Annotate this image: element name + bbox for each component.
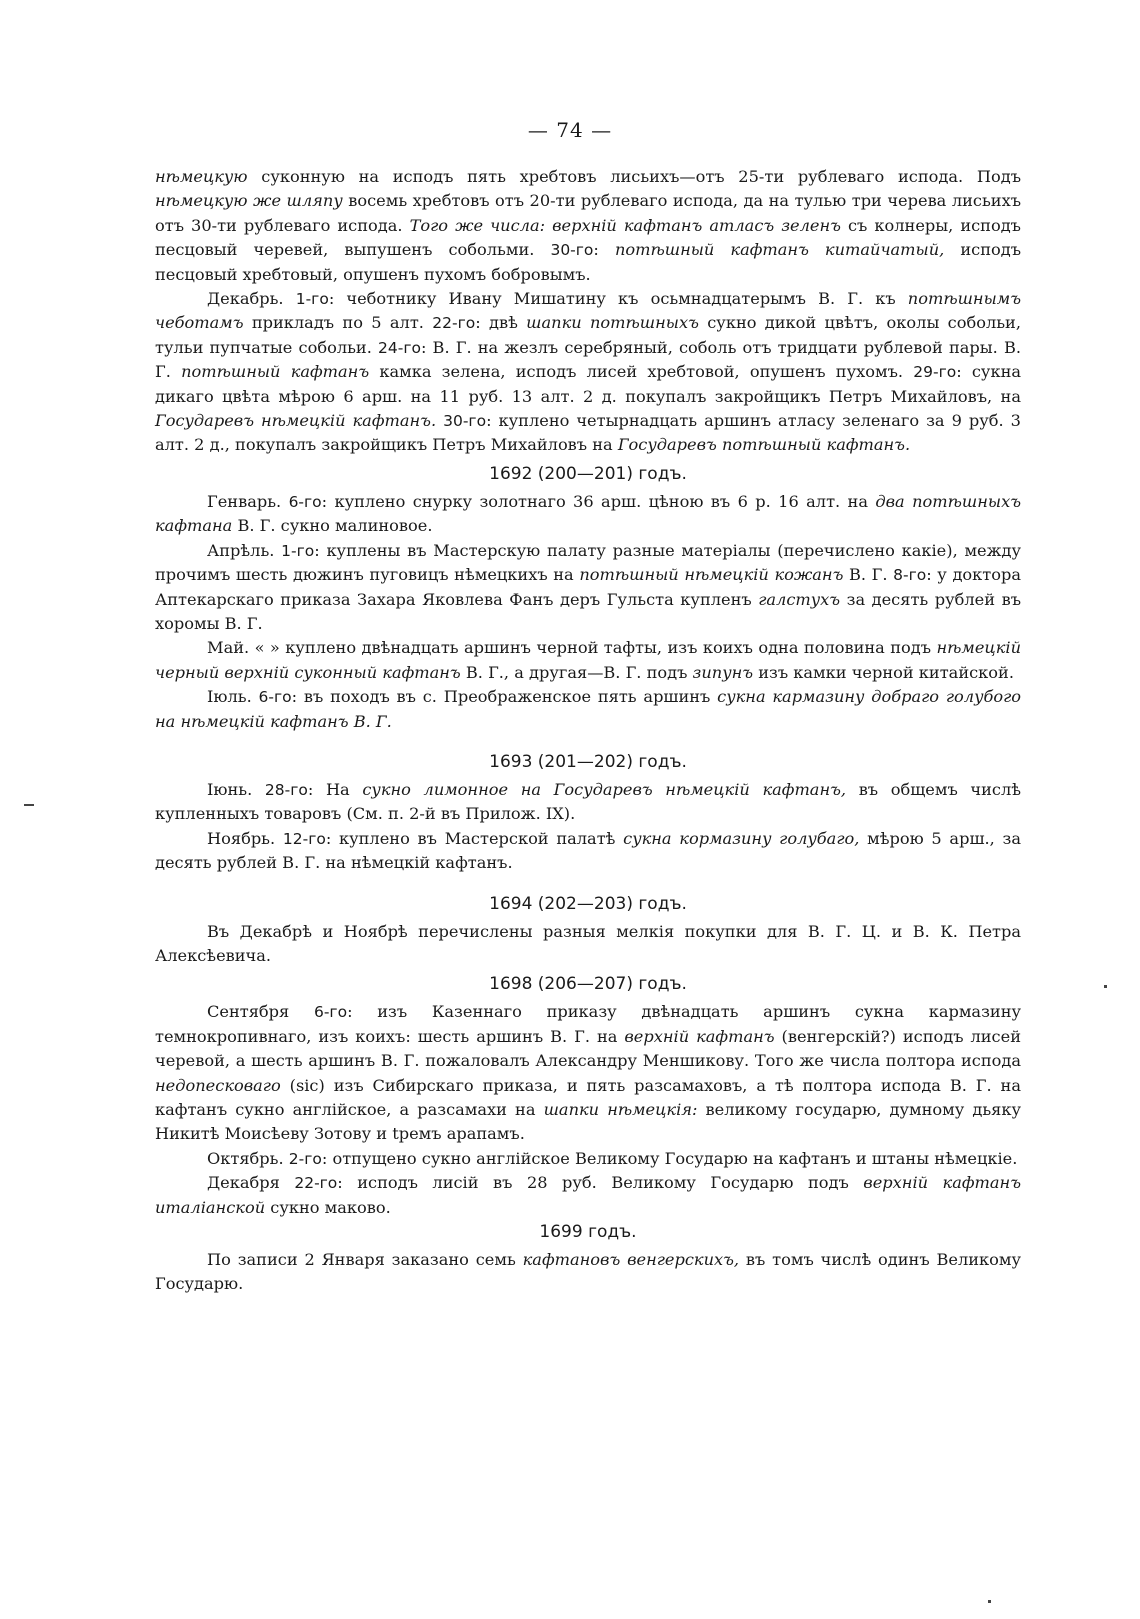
text-run: : куплено въ Мастерской палатѣ <box>325 828 624 848</box>
text-run: Ноябрь. <box>207 828 283 848</box>
date-marker: 29-го <box>913 363 957 382</box>
paragraph-continued <box>155 165 1021 287</box>
text-run: : чеботнику Ивану Мишатину къ осьмнадцатерымъ В. Г. къ <box>328 289 908 309</box>
date-marker: 1-го <box>281 541 315 560</box>
page-number: — 74 — <box>527 118 613 142</box>
italic-term: сукна кормазину голубаго, <box>623 828 860 848</box>
text-run: : куплено четырнадцать аршинъ атласу зеленаго за 9 руб. 3 алт. 2 д., покупалъ закройщикъ Петръ Михайловъ на <box>155 411 1021 455</box>
year-heading-1693: 1693 (201—202) годъ. <box>489 751 687 772</box>
text-run: Май. « » куплено двѣнадцать аршинъ черной тафты, изъ коихъ одна половина подъ <box>207 638 937 658</box>
paragraph-may <box>155 636 1021 685</box>
text-run: : изъ Казеннаго приказу двѣнадцать аршинъ сукна кармазину темнокропивнаго, изъ коихъ: шесть аршинъ В. Г. на <box>155 1002 1022 1046</box>
date-marker: 12-го <box>282 829 326 848</box>
text-run: В. Г., а другая—В. Г. подъ <box>460 662 693 682</box>
text-run: исподъ песцовый хребтовый, опушенъ пухомъ бобровымъ. <box>155 240 1021 284</box>
year-heading-1694: 1694 (202—203) годъ. <box>489 893 687 914</box>
text-run: въ томъ числѣ одинъ Великому Государю. <box>155 1250 1022 1294</box>
italic-term: потѣшный кафтанъ китайчатый, <box>614 240 945 260</box>
italic-term: сукна кармазину добраго голубого на нѣмецкій кафтанъ В. Г. <box>155 687 1022 731</box>
italic-term: недопесковаго <box>155 1075 281 1095</box>
italic-term: потѣшный нѣмецкій кожанъ <box>579 565 844 585</box>
scan-artifact-dot <box>1104 985 1107 988</box>
text-run: Декабрь. <box>207 289 296 309</box>
italic-term: нѣмецкую <box>155 167 248 186</box>
text-run: съ колнеры, исподъ песцовый черевей, выпушенъ собольми. <box>155 215 1021 260</box>
text-run: сукно маково. <box>265 1197 391 1217</box>
italic-term: потѣшнымъ чеботамъ <box>155 289 1021 333</box>
italic-term: нѣмецкую же шляпу <box>155 191 343 211</box>
italic-term: Того же числа: верхній кафтанъ атласъ зеленъ <box>409 215 841 235</box>
text-run: Сентября <box>207 1002 314 1022</box>
date-marker: 6-го <box>313 1003 348 1022</box>
italic-term: Государевъ нѣмецкій кафтанъ. <box>155 411 437 431</box>
italic-term: два потѣшныхъ кафтана <box>155 491 1021 536</box>
paragraph-june <box>155 778 1021 827</box>
date-marker: 30-го <box>550 241 594 260</box>
date-marker: 22-го <box>294 1174 338 1193</box>
paragraph-november <box>155 827 1021 876</box>
text-run: : куплены въ Мастерскую палату разные матеріалы (перечислено какіе), между прочимъ шесть дюжинъ пуговицъ нѣмецкихъ на <box>155 540 1022 585</box>
italic-term: зипунъ <box>692 662 754 682</box>
italic-term: потѣшный кафтанъ <box>181 362 370 382</box>
text-run: Октябрь. <box>207 1148 289 1168</box>
text-run: великому государю, думному дьяку Никитѣ Моисѣеву Зотову и tремъ арапамъ. <box>155 1100 1021 1144</box>
date-marker: 2-го <box>288 1149 322 1168</box>
date-marker: 30-го <box>443 412 487 431</box>
year-heading-1699: 1699 годъ. <box>539 1222 637 1243</box>
text-run: : <box>593 240 615 260</box>
italic-term: сукно лимонное на Государевъ нѣмецкій кафтанъ, <box>362 779 847 799</box>
text-run: : сукна дикаго цвѣта мѣрою 6 арш. на 11 руб. 13 алт. 2 д. покупалъ закройщикъ Петръ Михайловъ, на <box>155 362 1022 406</box>
scan-artifact-dot <box>988 1600 991 1603</box>
text-run: (венгерскій?) исподъ лисей черевой, а шесть аршинъ В. Г. пожаловалъ Александру Меншикову. Того же числа полтора испода <box>155 1026 1021 1071</box>
paragraph-january <box>155 490 1021 539</box>
year-heading-1698: 1698 (206—207) годъ. <box>489 974 687 995</box>
text-run: : исподъ лисій въ 28 руб. Великому Государю подъ <box>337 1173 864 1193</box>
text-run: В. Г. <box>843 565 894 585</box>
text-run: В. Г. сукно малиновое. <box>232 516 433 536</box>
paragraph-january-1699 <box>155 1248 1021 1297</box>
text-run: : отпущено сукно англійское Великому Государю на кафтанъ и штаны нѣмецкіе. <box>321 1148 1018 1168</box>
year-heading-1692: 1692 (200—201) годъ. <box>489 463 687 484</box>
text-run: изъ камки черной китайской. <box>753 662 1014 682</box>
text-run: прикладъ по 5 алт. <box>243 313 433 333</box>
text-run: Апрѣль. <box>207 540 282 560</box>
text-run: : у доктора Аптекарскаго приказа Захара Яковлева Фанъ деръ Гульста купленъ <box>155 565 1021 609</box>
page-body <box>155 165 1021 1297</box>
text-run: : двѣ <box>475 313 527 333</box>
text-run: : куплено снурку золотнаго 36 арш. цѣною въ 6 р. 16 алт. на <box>321 491 876 511</box>
italic-term: галстухъ <box>758 589 841 609</box>
paragraph-december-1698 <box>155 1171 1021 1220</box>
date-marker: 6-го <box>258 688 292 707</box>
text-run: : На <box>307 779 363 799</box>
italic-term: кафтановъ венгерскихъ, <box>522 1250 740 1270</box>
date-marker: 8-го <box>893 566 927 585</box>
text-run: камка зелена, исподъ лисей хребтовой, опушенъ пухомъ. <box>369 362 914 382</box>
text-run: (sic) изъ Сибирскаго приказа, и пять разсамаховъ, а тѣ полтора испода В. Г. на кафтанъ сукно англійское, а разсамахи на <box>155 1075 1021 1119</box>
paragraph-december-november <box>155 920 1021 969</box>
paragraph-april <box>155 539 1021 637</box>
text-run: мѣрою 5 арш., за десять рублей В. Г. на нѣмецкій кафтанъ. <box>155 828 1021 873</box>
italic-term: нѣмецкій черный верхній суконный кафтанъ <box>155 638 1021 682</box>
text-run: : въ походъ въ с. Преображенское пять аршинъ <box>291 687 718 707</box>
text-run: Декабря <box>207 1173 295 1193</box>
paragraph-december <box>155 287 1021 458</box>
text-run: По записи 2 Января заказано семь <box>207 1250 523 1270</box>
scan-artifact-dash <box>24 804 34 806</box>
date-marker: 22-го <box>432 314 476 333</box>
text-run: за десять рублей въ хоромы В. Г. <box>155 589 1021 633</box>
text-run: сукно дикой цвѣтъ, околы собольи, тульи пупчатые собольи. <box>155 313 1021 357</box>
date-marker: 24-го <box>378 338 421 357</box>
text-run: Іюнь. <box>207 779 265 799</box>
text-run: восемь хребтовъ отъ 20-ти рублеваго испода, да на тулью три черева лисьихъ отъ 30-ти рублеваго испода. <box>155 191 1022 235</box>
date-marker: 6-го <box>288 492 322 511</box>
text-run: въ общемъ числѣ купленныхъ товаровъ (См. п. 2-й въ Прилож. IX). <box>155 779 1021 824</box>
italic-term: шапки потѣшныхъ <box>526 313 699 333</box>
text-run: Въ Декабрѣ и Ноябрѣ перечислены разныя мелкія покупки для В. Г. Ц. и В. К. Петра Алексѣевича. <box>155 921 1021 965</box>
italic-term: Государевъ потѣшный кафтанъ. <box>617 435 911 455</box>
italic-term: шапки нѣмецкія: <box>543 1100 698 1119</box>
italic-term: верхній кафтанъ <box>624 1026 775 1046</box>
text-run: Генварь. <box>207 491 289 511</box>
italic-term: верхній кафтанъ италіанской <box>155 1173 1021 1217</box>
text-run: : В. Г. на жезлъ серебряный, соболь отъ тридцати рублевой пары. В. Г. <box>155 337 1021 382</box>
date-marker: 1-го <box>295 290 329 309</box>
text-run: Іюль. <box>207 687 259 707</box>
paragraph-july <box>155 685 1021 734</box>
date-marker: 28-го <box>264 780 308 799</box>
paragraph-october <box>155 1147 1021 1171</box>
paragraph-september <box>155 1000 1021 1146</box>
text-run: суконную на исподъ пять хребтовъ лисьихъ—отъ 25-ти рублеваго испода. Подъ <box>247 167 1021 186</box>
